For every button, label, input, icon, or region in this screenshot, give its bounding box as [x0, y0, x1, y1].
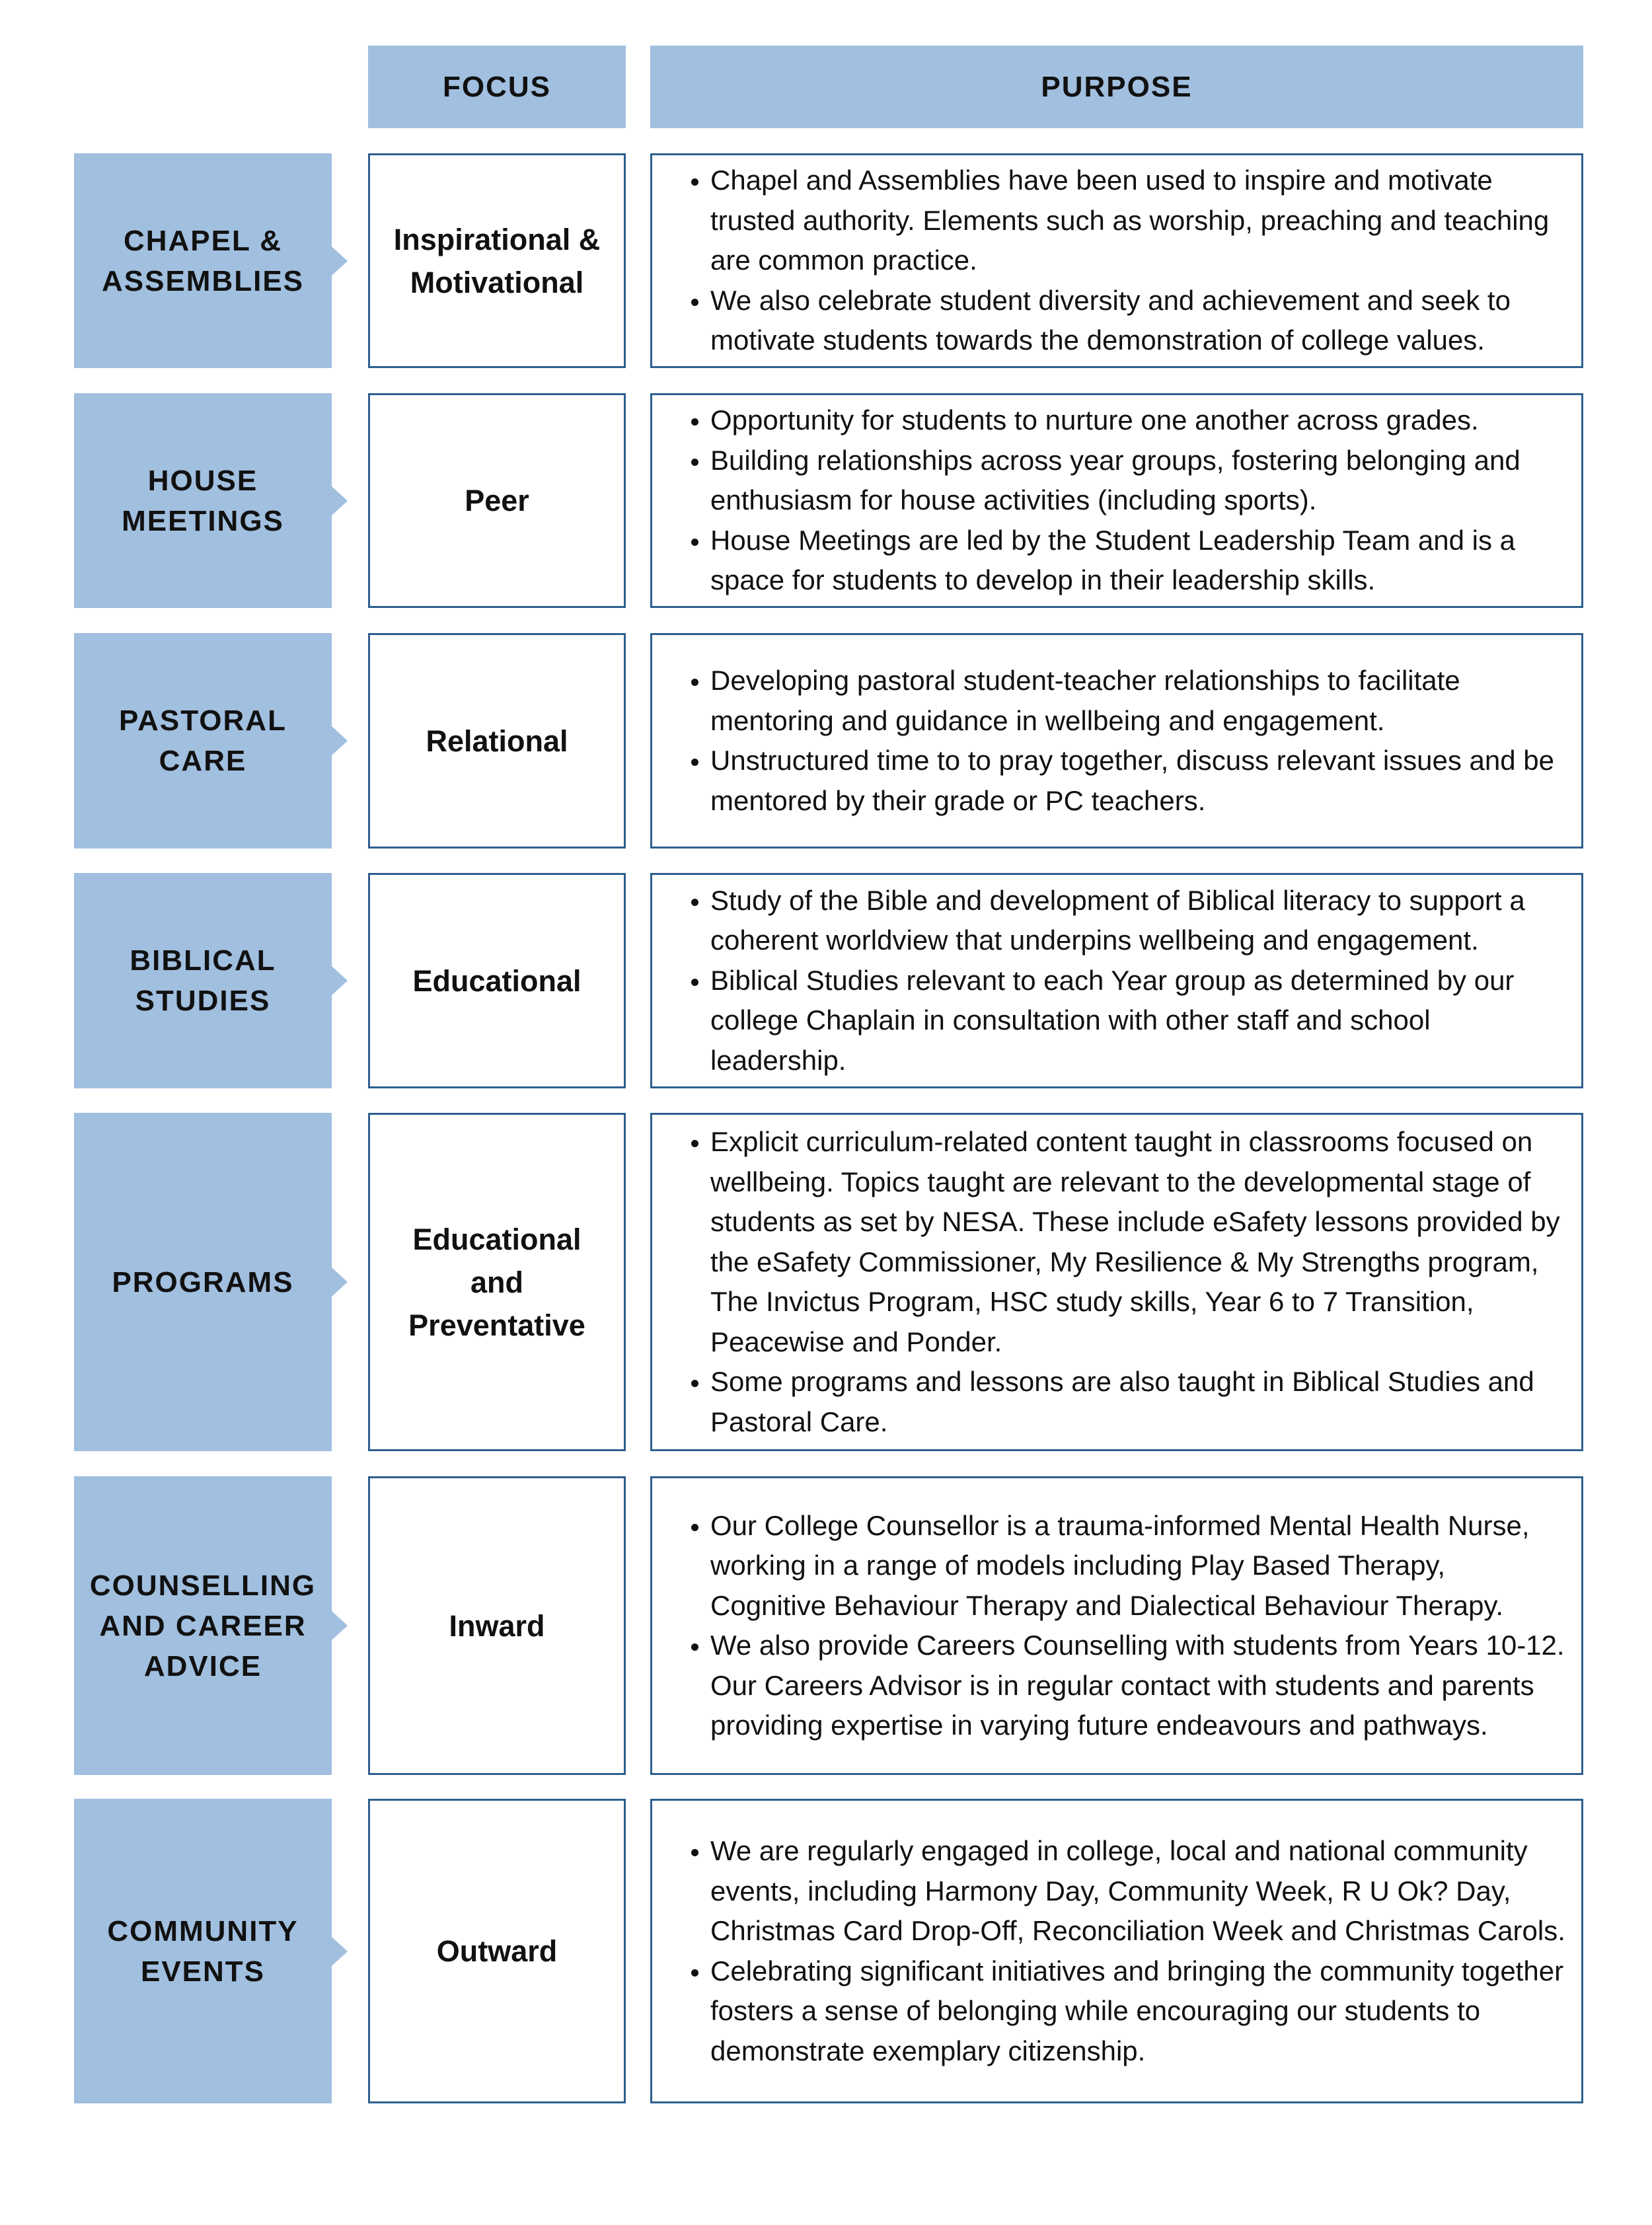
table-row [0, 153, 1652, 368]
list-item: • Building relationships across year groups, fostering belonging and enthusiasm for house activities (including sports). [710, 441, 1568, 521]
arrow-right-icon [332, 1267, 348, 1297]
arrow-right-icon [332, 726, 348, 755]
list-item: • Developing pastoral student-teacher relationships to facilitate mentoring and guidance in wellbeing and engagement. [710, 661, 1568, 741]
row-purpose [650, 1799, 1583, 2103]
list-item: • We also provide Careers Counselling with students from Years 10-12. Our Careers Advisor is in regular contact with students and parents providing expertise in varying future endeavours and pathways. [710, 1626, 1568, 1746]
row-purpose [650, 873, 1583, 1088]
table-row [0, 393, 1652, 608]
list-item: • Biblical Studies relevant to each Year group as determined by our college Chaplain in consultation with other staff and school leadership. [710, 961, 1568, 1081]
row-purpose [650, 633, 1583, 849]
row-focus: Educational [368, 873, 626, 1088]
table-row [0, 873, 1652, 1088]
row-focus: Inward [368, 1476, 626, 1775]
row-label: COMMUNITY EVENTS [74, 1799, 332, 2103]
row-focus: Outward [368, 1799, 626, 2103]
arrow-right-icon [332, 246, 348, 276]
list-item: • Celebrating significant initiatives and bringing the community together fosters a sense of belonging while encouraging our students to demonstrate exemplary citizenship. [710, 1951, 1568, 2072]
focus-column-header: FOCUS [368, 46, 626, 128]
row-focus: Educational and Preventative [368, 1113, 626, 1451]
row-label: PROGRAMS [74, 1113, 332, 1451]
list-item: • We also celebrate student diversity and achievement and seek to motivate students towards the demonstration of college values. [710, 281, 1568, 361]
arrow-right-icon [332, 1937, 348, 1966]
table-row [0, 1476, 1652, 1775]
row-label: BIBLICAL STUDIES [74, 873, 332, 1088]
list-item: • Chapel and Assemblies have been used to inspire and motivate trusted authority. Elements such as worship, preaching and teaching are common practice. [710, 161, 1568, 281]
row-purpose [650, 1113, 1583, 1451]
list-item: • We are regularly engaged in college, local and national community events, including Harmony Day, Community Week, R U Ok? Day, Christmas Card Drop-Off, Reconciliation Week and Christmas Carols. [710, 1831, 1568, 1951]
row-purpose [650, 393, 1583, 608]
list-item: • Study of the Bible and development of Biblical literacy to support a coherent worldview that underpins wellbeing and engagement. [710, 881, 1568, 961]
table-row [0, 1113, 1652, 1451]
list-item: • House Meetings are led by the Student Leadership Team and is a space for students to develop in their leadership skills. [710, 521, 1568, 601]
arrow-right-icon [332, 966, 348, 995]
arrow-right-icon [332, 486, 348, 515]
list-item: • Opportunity for students to nurture one another across grades. [710, 400, 1568, 441]
row-focus: Peer [368, 393, 626, 608]
list-item: • Unstructured time to to pray together, discuss relevant issues and be mentored by their grade or PC teachers. [710, 741, 1568, 821]
row-label: CHAPEL & ASSEMBLIES [74, 153, 332, 368]
row-label: HOUSE MEETINGS [74, 393, 332, 608]
row-purpose [650, 1476, 1583, 1775]
list-item: • Some programs and lessons are also taught in Biblical Studies and Pastoral Care. [710, 1362, 1568, 1442]
list-item: • Our College Counsellor is a trauma-informed Mental Health Nurse, working in a range of models including Play Based Therapy, Cognitive Behaviour Therapy and Dialectical Behaviour Therapy. [710, 1506, 1568, 1626]
row-label: COUNSELLING AND CAREER ADVICE [74, 1476, 332, 1775]
arrow-right-icon [332, 1611, 348, 1640]
row-purpose [650, 153, 1583, 368]
table-row [0, 1799, 1652, 2103]
table-row [0, 633, 1652, 849]
row-focus: Relational [368, 633, 626, 849]
purpose-column-header: PURPOSE [650, 46, 1583, 128]
list-item: • Explicit curriculum-related content taught in classrooms focused on wellbeing. Topics taught are relevant to the developmental stage of students as set by NESA. These include eSafety lessons provided by the eSafety Commissioner, My Resilience & My Strengths program, The Invictus Program, HSC study skills, Year 6 to 7 Transition, Peacewise and Ponder. [710, 1122, 1568, 1362]
row-label: PASTORAL CARE [74, 633, 332, 849]
row-focus: Inspirational & Motivational [368, 153, 626, 368]
